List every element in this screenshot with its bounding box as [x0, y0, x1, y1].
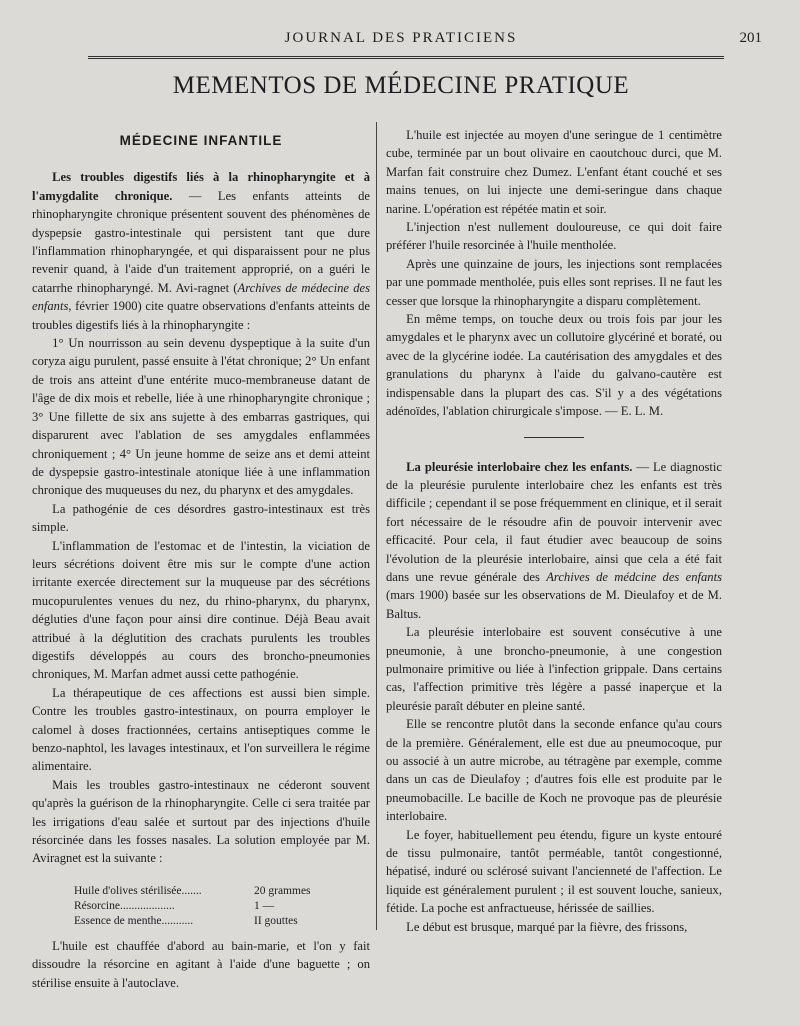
recipe-quantity: 1 — [254, 899, 275, 912]
right-column [386, 126, 722, 936]
article1-p1-text-b: , février 1900) cite quatre observations d'enfants atteints de troubles digestifs liés à la rhinopharyngite : [32, 299, 370, 332]
header-rule-double [88, 58, 724, 59]
section-title: MÉDECINE INFANTILE [119, 133, 283, 148]
recipe-row [74, 914, 370, 929]
article1-lead: Les troubles digestifs liés à la rhinopharyngite et à l'amygdalite chronique. [32, 170, 370, 203]
article1-paragraph-11: En même temps, on touche deux ou trois fois par jour les amygdales et le pharynx avec un collutoire glycériné et boraté, ou avec de la glycérine iodée. La cautérisation des amygdales et des granulations du pharynx à l'aide du galvano-cautère est indispensable dans la plupart des cas. S'il y a des végétations adénoïdes, l'ablation chirurgicale s'impose. — E. L. M. [386, 312, 722, 419]
recipe-quantity: II gouttes [254, 914, 298, 927]
article2-paragraph-1 [386, 458, 722, 624]
article1-paragraph-1 [32, 168, 370, 334]
recipe-list [74, 884, 370, 929]
article2-paragraph-3: Elle se rencontre plutôt dans la seconde enfance qu'au cours de la première. Généralement, elle est due au pneumocoque, pur ou associé à un autre microbe, au tétragène par exemple, comme dans un cas de Dieulafoy ; d'autres fois elle est produite par le pneumobacille. Le bacille de Koch ne provoque pas de pleurésie interlobaire. [386, 717, 722, 824]
page-number: 201 [739, 30, 762, 46]
column-divider [376, 122, 377, 930]
article1-paragraph-3: La pathogénie de ces désordres gastro-intestinaux est très simple. [32, 501, 370, 535]
left-column [32, 126, 370, 992]
article1-paragraph-7: L'huile est chauffée d'abord au bain-marie, et l'on y fait dissoudre la résorcine en agitant à l'aide d'une baguette ; on stérilise ensuite à l'autoclave. [32, 938, 370, 990]
article1-paragraph-10: Après une quinzaine de jours, les injections sont remplacées par une pommade mentholée, puis elles sont reprises. Il ne faut les cesser que lorsque la rhinopharyngite a disparu complètement. [386, 256, 722, 308]
article1-paragraph-9: L'injection n'est nullement douloureuse, ce qui doit faire préférer l'huile resorcinée à l'huile mentholée. [386, 220, 722, 253]
article2-paragraph-5: Le début est brusque, marqué par la fièvre, des frissons, [406, 919, 688, 934]
article1-paragraph-5: La thérapeutique de ces affections est aussi bien simple. Contre les troubles gastro-intestinaux, on pourra employer le calomel à doses fractionnées, certains antiseptiques comme le benzo-naphtol, les lavages intestinaux, et l'on surveillera le régime alimentaire. [32, 685, 370, 774]
article1-p1-text-a: — Les enfants atteints de rhinopharyngite chronique présentent souvent des phénomènes de dyspepsie gastro-intestinale qui persistent tant que dure l'inflammation rhinopharyngée, et qui disparaissent pour ne plus revenir quand, à l'aide d'un traitement approprié, on a guéri le catarrhe rhinopharyngé. M. Avi-ragnet ( [32, 188, 370, 295]
article-separator [524, 437, 584, 438]
recipe-ingredient: Résorcine................... [74, 899, 175, 912]
recipe-row [74, 884, 370, 899]
running-head [40, 30, 762, 50]
article2-paragraph-2: La pleurésie interlobaire est souvent consécutive à une pneumonie, à une broncho-pneumonie, à une congestion pulmonaire primitive ou liée à l'infection grippale. Dans certains cas, l'affection primitive très légère a passé inaperçue et la pleurésie paraît débuter en pleine santé. [386, 625, 722, 713]
article1-paragraph-6: Mais les troubles gastro-intestinaux ne céderont souvent qu'après la guérison de la rhinopharyngite. Celle ci sera traitée par les irrigations d'eau salée et surtout par des injections d'huile résorcinée dans les fosses nasales. La solution employée par M. Aviragnet est la suivante : [32, 777, 370, 866]
article1-paragraph-2: 1° Un nourrisson au sein devenu dyspeptique à la suite d'un coryza aigu purulent, passé ensuite à l'état chronique; 2° Un enfant de trois ans atteint d'une entérite muco-membraneuse datant de l'âge de dix mois et rebelle, liée à une rhinopharyngite chronique ; 3° Une fillette de six ans sujette à des embarras gastriques, qui disparurent avec l'ablation de ses amygdales enflammées chroniquement ; 4° Un jeune homme de seize ans et demi atteint de dyspepsie gastro-intestinale atonique liée à une inflammation chronique des muqueuses du nez, du pharynx et des amygdales. [32, 336, 370, 498]
article1-paragraph-4: L'inflammation de l'estomac et de l'intestin, la viciation de leurs sécrétions doivent être mis sur le compte d'une action irritante exercée directement sur la muqueuse par des sécrétions mucopurulentes venues du nez, du rhino-pharynx, du pharynx, dégluties d'une façon pour ainsi dire continue. Déjà Beau avait attribué à la déglutition des crachats purulents les troubles digestifs développés au cours des broncho-pneumonies chroniques, M. Marfan admet aussi cette pathogénie. [32, 538, 370, 682]
recipe-ingredient: Huile d'olives stérilisée....... [74, 884, 202, 897]
article2-paragraph-4: Le foyer, habituellement peu étendu, figure un kyste entouré de tissu pulmonaire, tantôt perméable, tantôt congestionné, hépatisé, induré ou sclérosé suivant l'ancienneté de l'affection. Le liquide est généralement purulent ; il est souvent louche, sanieux, fétide. La poche est anfractueuse, hérissée de saillies. [386, 827, 722, 916]
article1-paragraph-8: L'huile est injectée au moyen d'une seringue de 1 centimètre cube, terminée par un bout olivaire en caoutchouc durci, que M. Marfan fait construire chez Dumez. L'enfant étant couché et ses mains tenues, on lui injecte une demi-seringue dans chaque narine. L'opération est répétée matin et soir. [386, 128, 722, 216]
main-title: MEMENTOS DE MÉDECINE PRATIQUE [172, 72, 630, 99]
recipe-quantity: 20 grammes [254, 884, 311, 897]
recipe-ingredient: Essence de menthe........... [74, 914, 194, 927]
article2-lead: La pleurésie interlobaire chez les enfants. [406, 459, 633, 474]
article2-p1-text-a: — Le diagnostic de la pleurésie purulente interlobaire chez les enfants est très difficile ; cependant il se pose fréquemment en clinique, et il serait fort nécessaire de le résoudre afin de pouvoir intervenir avec efficacité. Pour cela, il faut étudier avec beaucoup de soins l'évolution de la pleurésie interlobaire, ainsi que cela a été fait dans une revue générale des [386, 459, 722, 584]
article2-p1-text-b: (mars 1900) basée sur les observations de M. Dieulafoy et de M. Baltus. [386, 588, 722, 621]
journal-title: JOURNAL DES PRATICIENS [284, 30, 518, 46]
article2-reference: Archives de médcine des enfants [546, 569, 722, 584]
recipe-row [74, 899, 370, 914]
article1-reference: Archives de médecine des enfants [32, 280, 370, 314]
header-rule [88, 56, 724, 57]
